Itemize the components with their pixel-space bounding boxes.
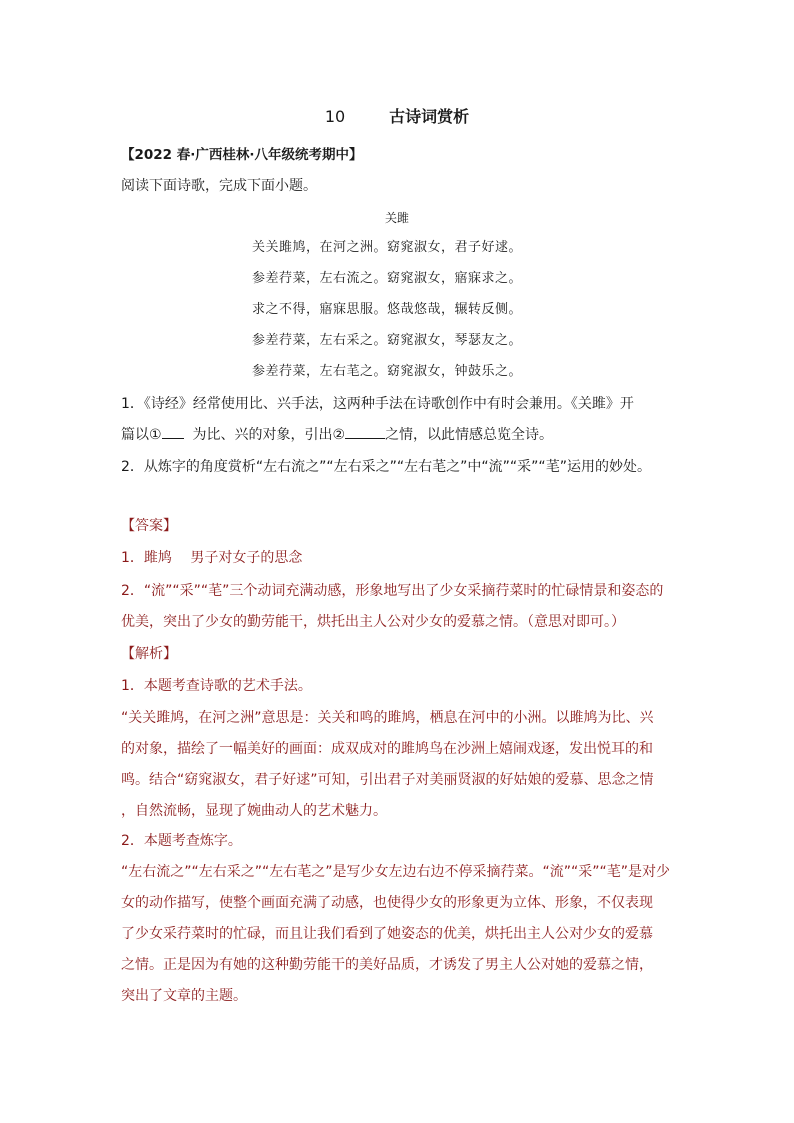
poem-line: 求之不得，寤寐思服。悠哉悠哉，辗转反侧。: [252, 302, 523, 317]
q1-text-b: 为比、兴的对象，引出②: [192, 427, 346, 443]
poem-line: 参差荇菜，左右采之。窈窕淑女，琴瑟友之。: [252, 333, 523, 348]
analysis-line: 女的动作描写，使整个画面充满了动感，也使得少女的形象更为立体、形象，不仅表现: [121, 895, 653, 911]
analysis-line: 了少女采荇菜时的忙碌，而且让我们看到了她姿态的优美，烘托出主人公对少女的爱慕: [121, 926, 653, 942]
q1-text-a: 篇以①: [121, 427, 162, 443]
poem-line: 关关雎鸠，在河之洲。窈窕淑女，君子好逑。: [252, 240, 523, 255]
analysis-line: 鸣。结合“窈窕淑女，君子好逑”可知，引出君子对美丽贤淑的好姑娘的爱慕、思念之情: [121, 772, 654, 788]
analysis-line: ，自然流畅，显现了婉曲动人的艺术魅力。: [121, 803, 387, 819]
page-title: [0, 107, 794, 127]
title-number: 10: [324, 107, 346, 126]
analysis-line: 1．本题考查诗歌的艺术手法。: [121, 678, 312, 694]
analysis-line: 2．本题考查炼字。: [121, 833, 242, 849]
instruction: 阅读下面诗歌，完成下面小题。: [121, 178, 317, 194]
question-1-line-2: [121, 424, 553, 445]
analysis-line: 之情。正是因为有她的这种勤劳能干的美好品质，才诱发了男主人公对她的爱慕之情，: [121, 957, 653, 973]
q1-text-c: 之情，以此情感总览全诗。: [385, 427, 554, 443]
answer-blank-2: [345, 424, 385, 439]
analysis-line: 突出了文章的主题。: [121, 988, 247, 1004]
poem-line: 参差荇菜，左右流之。窈窕淑女，寤寐求之。: [252, 271, 523, 286]
analysis-line: “关关雎鸠，在河之洲”意思是：关关和鸣的雎鸠，栖息在河中的小洲。以雎鸠为比、兴: [121, 710, 654, 726]
answer-heading: 【答案】: [121, 518, 177, 534]
answer-2-line-2: 优美，突出了少女的勤劳能干，烘托出主人公对少女的爱慕之情。（意思对即可。）: [121, 614, 625, 630]
exam-source: 【2022 春·广西桂林·八年级统考期中】: [121, 147, 363, 163]
answer-blank-1: [162, 424, 184, 439]
title-text: 古诗词赏析: [389, 107, 470, 126]
analysis-line: “左右流之”“左右采之”“左右芼之”是写少女左边右边不停采摘荇菜。“流”“采”“芼”是对少: [121, 864, 671, 880]
answer-2-line-1: 2．“流”“采”“芼”三个动词充满动感，形象地写出了少女采摘荇菜时的忙碌情景和姿态的: [121, 583, 664, 599]
question-2: 2．从炼字的角度赏析“左右流之”“左右采之”“左右芼之”中“流”“采”“芼”运用的妙处。: [121, 459, 651, 475]
answer-1: [121, 548, 302, 568]
answer-1-text: 雎鸠 男子对女子的思念: [143, 550, 303, 566]
poem-line: 参差荇菜，左右芼之。窈窕淑女，钟鼓乐之。: [252, 364, 523, 379]
answer-1-number: 1．: [121, 550, 144, 566]
poem-title: 关雎: [384, 211, 409, 225]
analysis-line: 的对象，描绘了一幅美好的画面：成双成对的雎鸠鸟在沙洲上嬉闹戏逐，发出悦耳的和: [121, 741, 653, 757]
question-1-line-1: 1．《诗经》经常使用比、兴手法，这两种手法在诗歌创作中有时会兼用。《关雎》开: [121, 396, 634, 412]
analysis-heading: 【解析】: [121, 646, 177, 662]
